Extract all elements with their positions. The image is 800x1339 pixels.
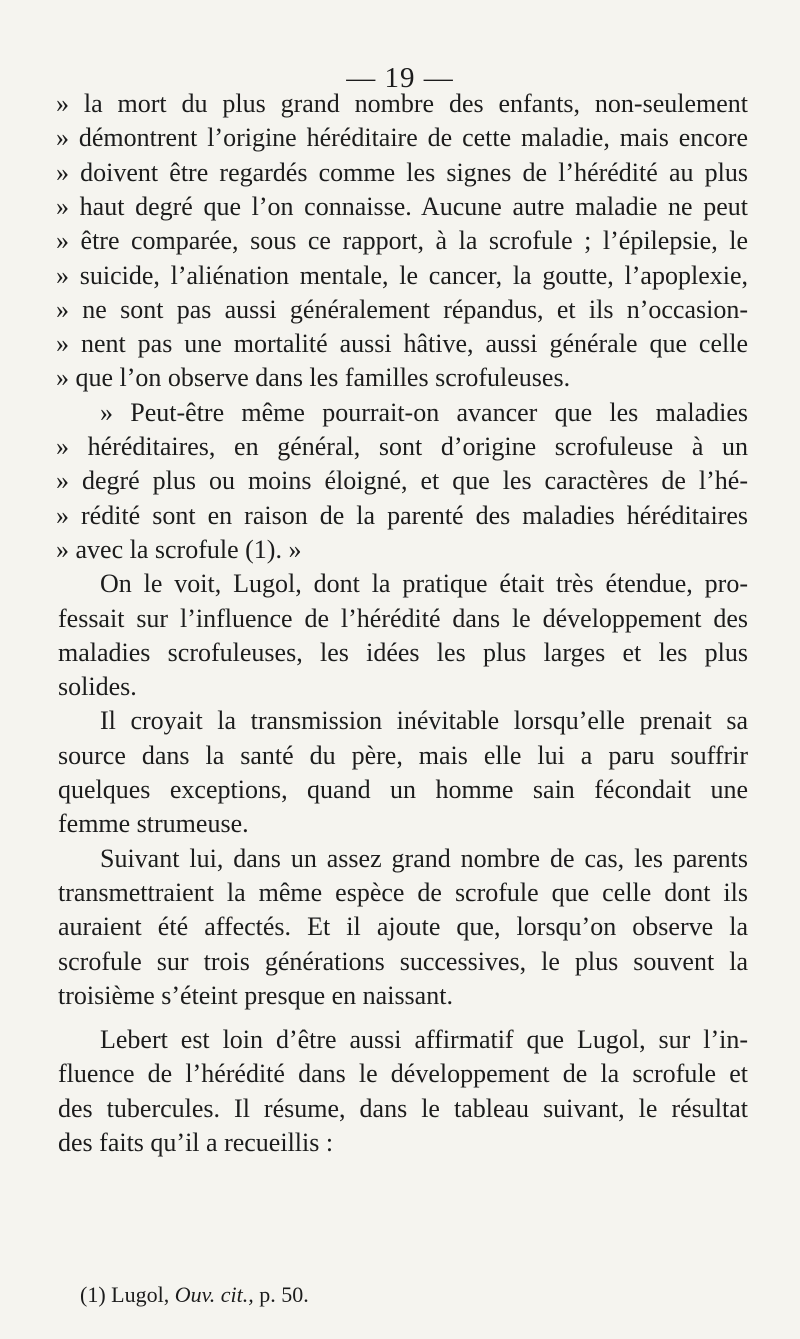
text-line: Suivant lui, dans un assez grand nombre de cas, les parents <box>100 843 748 873</box>
text-line: femme strumeuse. <box>58 809 249 839</box>
page-number-header: — 19 — <box>346 62 454 94</box>
text-line: » la mort du plus grand nombre des enfants, non-seulement <box>56 89 748 118</box>
text-line: » ne sont pas aussi généralement répandus, et ils n’occasion- <box>56 294 748 324</box>
text-line: solides. <box>58 672 137 702</box>
text-line: fessait sur l’influence de l’hérédité dans le développement des <box>58 603 748 633</box>
text-line: Lebert est loin d’être aussi affirmatif que Lugol, sur l’in- <box>100 1025 748 1055</box>
text-line: » haut degré que l’on connaisse. Aucune autre maladie ne peut <box>56 191 748 221</box>
text-line: » être comparée, sous ce rapport, à la scrofule ; l’épilepsie, le <box>56 226 748 256</box>
text-line: » suicide, l’aliénation mentale, le cancer, la goutte, l’apoplexie, <box>56 260 748 290</box>
footnote-mark: (1) <box>80 1282 106 1307</box>
text-line: Il croyait la transmission inévitable lorsqu’elle prenait sa <box>100 706 748 736</box>
text-line: » démontrent l’origine héréditaire de cette maladie, mais encore <box>56 123 748 153</box>
footnote-page: p. 50. <box>259 1282 309 1307</box>
text-line: » doivent être regardés comme les signes de l’hérédité au plus <box>56 157 748 187</box>
text-line: transmettraient la même espèce de scrofule que celle dont ils <box>58 877 748 907</box>
text-line: maladies scrofuleuses, les idées les plus larges et les plus <box>58 637 748 667</box>
text-line: » avec la scrofule (1). » <box>56 534 302 564</box>
text-line: » Peut-être même pourrait-on avancer que les maladies <box>100 397 748 427</box>
text-line: » rédité sont en raison de la parenté des maladies héréditaires <box>56 500 748 530</box>
text-line: scrofule sur trois générations successives, le plus souvent la <box>58 946 748 976</box>
text-line: auraient été affectés. Et il ajoute que, lorsqu’on observe la <box>58 912 748 942</box>
text-line: » degré plus ou moins éloigné, et que les caractères de l’hé- <box>56 466 748 496</box>
text-line: » héréditaires, en général, sont d’origine scrofuleuse à un <box>56 432 748 461</box>
text-line: fluence de l’hérédité dans le développement de la scrofule et <box>58 1059 748 1089</box>
text-line: source dans la santé du père, mais elle lui a paru souffrir <box>58 740 748 770</box>
footnote <box>80 1282 309 1308</box>
footnote-reference: Ouv. cit., <box>174 1282 254 1307</box>
text-line: quelques exceptions, quand un homme sain fécondait une <box>58 775 748 804</box>
text-line: » nent pas une mortalité aussi hâtive, aussi générale que celle <box>56 329 748 359</box>
text-line: On le voit, Lugol, dont la pratique était très étendue, pro- <box>100 569 748 599</box>
text-line: troisième s’éteint presque en naissant. <box>58 980 453 1010</box>
text-line: des faits qu’il a recueillis : <box>58 1128 334 1157</box>
text-line: » que l’on observe dans les familles scrofuleuses. <box>56 363 571 393</box>
footnote-author: Lugol, <box>111 1282 170 1307</box>
text-line: des tubercules. Il résume, dans le tableau suivant, le résultat <box>58 1093 748 1123</box>
